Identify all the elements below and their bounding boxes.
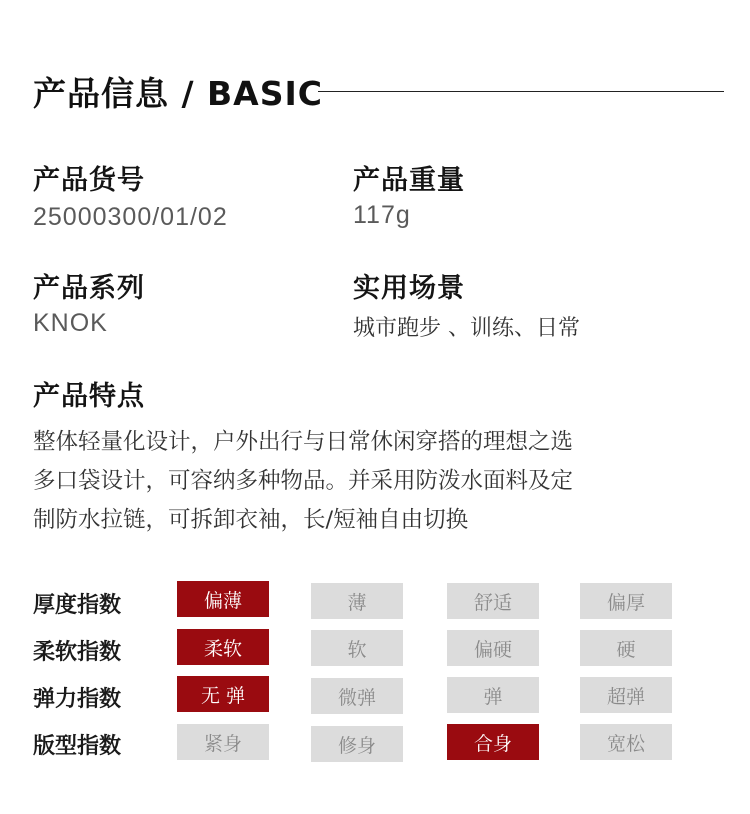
scenario-label: 实用场景 [353,273,465,304]
section-title: 产品信息 / BASIC [33,74,323,113]
features-line: 多口袋设计，可容纳多种物品。并采用防泼水面料及定 [33,468,574,494]
weight-value: 117g [353,201,411,229]
sku-value: 25000300/01/02 [33,203,228,231]
thickness-option-chip: 偏薄 [177,581,269,617]
features-label: 产品特点 [33,381,145,412]
fit-option-chip: 修身 [311,726,403,762]
series-label: 产品系列 [33,273,145,304]
softness-index-label: 柔软指数 [33,640,122,665]
fit-option-chip: 宽松 [580,724,672,760]
fit-option-chip: 紧身 [177,724,269,760]
fit-index-label: 版型指数 [33,734,122,759]
elasticity-option-chip: 无 弹 [177,676,269,712]
thickness-option-chip: 薄 [311,583,403,619]
elasticity-index-label: 弹力指数 [33,687,122,712]
weight-label: 产品重量 [353,165,465,196]
softness-option-chip: 柔软 [177,629,269,665]
sku-label: 产品货号 [33,165,145,196]
features-line: 制防水拉链，可拆卸衣袖，长/短袖自由切换 [33,507,469,533]
softness-option-chip: 软 [311,630,403,666]
series-value: KNOK [33,309,108,337]
softness-option-chip: 偏硬 [447,630,539,666]
features-line: 整体轻量化设计，户外出行与日常休闲穿搭的理想之选 [33,429,574,455]
softness-option-chip: 硬 [580,630,672,666]
thickness-index-label: 厚度指数 [33,593,122,618]
thickness-option-chip: 偏厚 [580,583,672,619]
elasticity-option-chip: 弹 [447,677,539,713]
scenario-value: 城市跑步 、训练、日常 [353,316,580,341]
fit-option-chip: 合身 [447,724,539,760]
elasticity-option-chip: 微弹 [311,678,403,714]
elasticity-option-chip: 超弹 [580,677,672,713]
thickness-option-chip: 舒适 [447,583,539,619]
